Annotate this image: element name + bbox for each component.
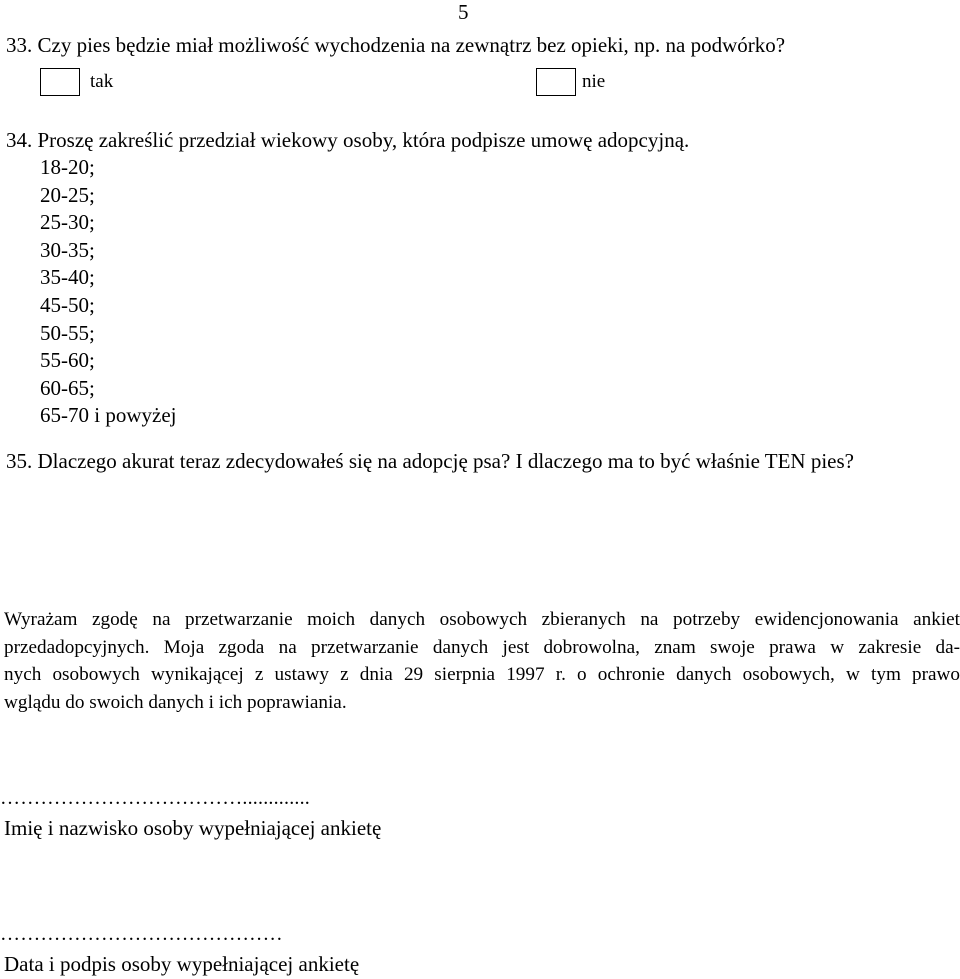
date-signature-label: Data i podpis osoby wypełniającej ankietę [4,952,360,976]
age-range-option[interactable]: 65-70 i powyżej [40,403,177,428]
age-range-option[interactable]: 55-60; [40,348,95,373]
age-range-option[interactable]: 18-20; [40,155,95,179]
question-33-text: 33. Czy pies będzie miał możliwość wychodzenia na zewnątrz bez opieki, np. na podwórko? [6,33,786,57]
age-range-list [40,154,176,430]
question-34-text: 34. Proszę zakreślić przedział wiekowy osoby, która podpisze umowę adopcyjną. [6,128,690,152]
date-signature-line[interactable]: …………………………………… [0,923,283,945]
label-nie: nie [582,71,606,92]
consent-line: wglądu do swoich danych i ich poprawiania. [4,691,347,713]
checkbox-nie[interactable] [536,68,576,96]
question-35-text: 35. Dlaczego akurat teraz zdecydowałeś się na adopcję psa? I dlaczego ma to być właśnie TEN pies? [6,449,854,473]
label-tak: tak [90,71,114,92]
name-signature-label: Imię i nazwisko osoby wypełniającej ankietę [4,816,382,840]
age-range-option[interactable]: 50-55; [40,320,95,345]
page-number: 5 [458,0,469,24]
age-range-option[interactable]: 60-65; [40,375,95,400]
age-range-option[interactable]: 25-30; [40,210,95,235]
age-range-option[interactable]: 35-40; [40,265,95,290]
checkbox-tak[interactable] [40,68,80,96]
consent-paragraph [4,606,960,716]
consent-line: przedadopcyjnych. Moja zgoda na przetwarzanie danych jest dobrowolna, znam swoje prawa w zakresie da- [4,636,960,658]
age-range-option[interactable]: 30-35; [40,237,95,262]
consent-line: nych osobowych wynikającej z ustawy z dnia 29 sierpnia 1997 r. o ochronie danych osobowych, w tym prawo [4,664,960,685]
age-range-option[interactable]: 20-25; [40,182,95,207]
age-range-option[interactable]: 45-50; [40,292,95,317]
consent-line: Wyrażam zgodę na przetwarzanie moich danych osobowych zbieranych na potrzeby ewidencjonowania ankiet [4,609,960,630]
name-signature-line[interactable]: ………………………………............. [0,787,310,809]
